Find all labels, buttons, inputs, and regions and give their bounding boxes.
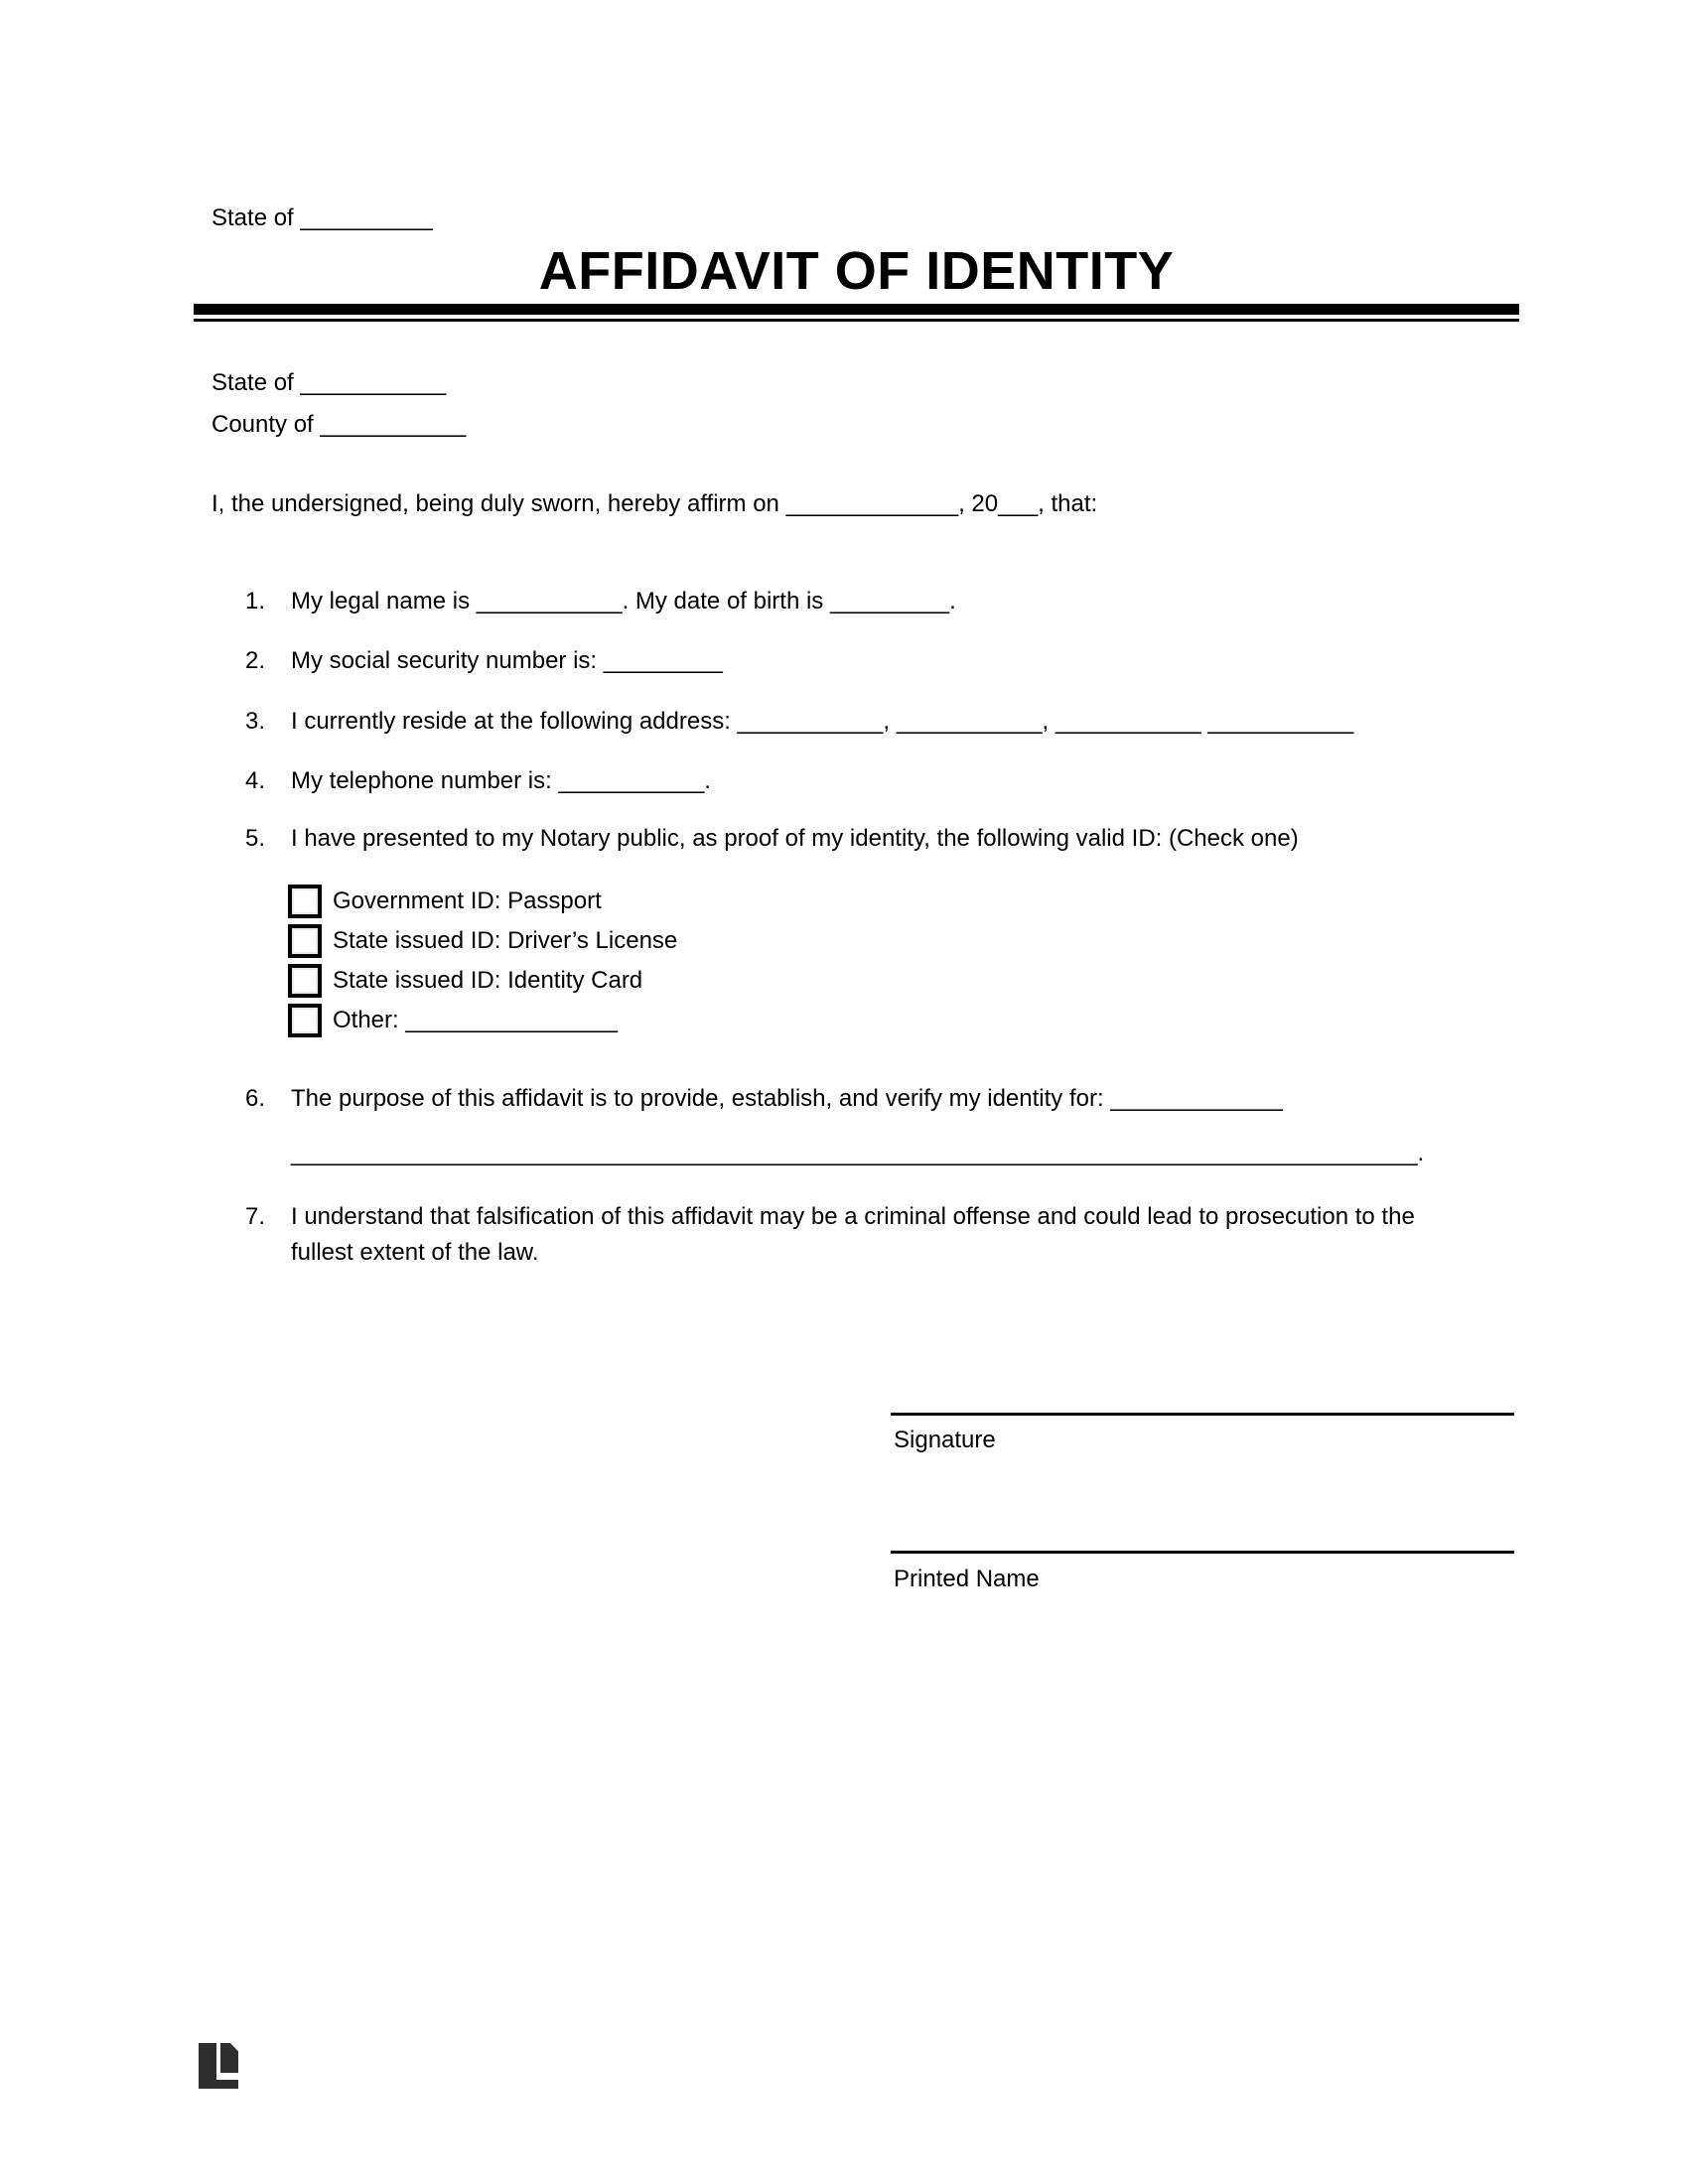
item-text: I understand that falsification of this affidavit may be a criminal offense and could lead to prosecution to the fullest extent of the law. (291, 1203, 1415, 1266)
item-number: 5. (245, 825, 266, 852)
list-item-6 (245, 1085, 1283, 1113)
printed-name-line (891, 1551, 1514, 1554)
printed-name-label: Printed Name (894, 1566, 1040, 1592)
logo-l-bottom-bar (199, 2080, 238, 2089)
item-number: 1. (245, 588, 266, 614)
checkbox-label: State issued ID: Driver’s License (333, 927, 678, 954)
county-of-field: County of ___________ (211, 411, 467, 438)
item-text: My telephone number is: ___________. (291, 767, 711, 794)
state-of-header-field: State of __________ (211, 205, 433, 231)
oath-statement: I, the undersigned, being duly sworn, hereby affirm on _____________, 20___, that: (211, 490, 1098, 517)
purpose-continuation-line: _____________________________________________________________________________________. (291, 1140, 1425, 1166)
document-title: AFFIDAVIT OF IDENTITY (538, 241, 1175, 301)
divider-thick-line (194, 304, 1519, 315)
list-item-4 (245, 767, 711, 795)
checkbox-label: Government ID: Passport (333, 887, 602, 914)
list-item-1 (245, 588, 956, 615)
item-number: 7. (245, 1203, 266, 1230)
checkbox-identity-card[interactable] (288, 964, 322, 998)
checkbox-passport[interactable] (288, 885, 322, 918)
item-text: I have presented to my Notary public, as proof of my identity, the following valid ID: (Check one) (291, 825, 1299, 852)
item-number: 2. (245, 647, 266, 674)
item-text: The purpose of this affidavit is to provide, establish, and verify my identity for: _____________ (291, 1085, 1283, 1112)
divider-thin-line (194, 319, 1519, 322)
item-text: I currently reside at the following address: ___________, ___________, ___________ ___________ (291, 708, 1354, 735)
list-item-3 (245, 708, 1353, 736)
signature-label: Signature (894, 1427, 996, 1453)
id-option-drivers-license (288, 924, 677, 958)
item-text: My legal name is ___________. My date of birth is _________. (291, 588, 956, 614)
item-text: My social security number is: _________ (291, 647, 723, 674)
item-number: 3. (245, 708, 266, 735)
list-item-7 (245, 1199, 1482, 1271)
logo-page-shape (220, 2043, 238, 2073)
checkbox-label: Other: ________________ (333, 1007, 618, 1033)
title-divider (194, 304, 1519, 322)
checkbox-other[interactable] (288, 1004, 322, 1037)
item-number: 4. (245, 767, 266, 794)
state-of-field: State of ___________ (211, 369, 447, 396)
legal-templates-logo (199, 2043, 238, 2089)
id-option-other (288, 1004, 618, 1037)
checkbox-label: State issued ID: Identity Card (333, 967, 643, 994)
list-item-2 (245, 647, 723, 675)
list-item-5 (245, 825, 1299, 853)
item-number: 6. (245, 1085, 266, 1112)
id-option-government-passport (288, 885, 602, 918)
id-option-identity-card (288, 964, 642, 998)
signature-line (891, 1413, 1514, 1416)
checkbox-drivers-license[interactable] (288, 924, 322, 958)
